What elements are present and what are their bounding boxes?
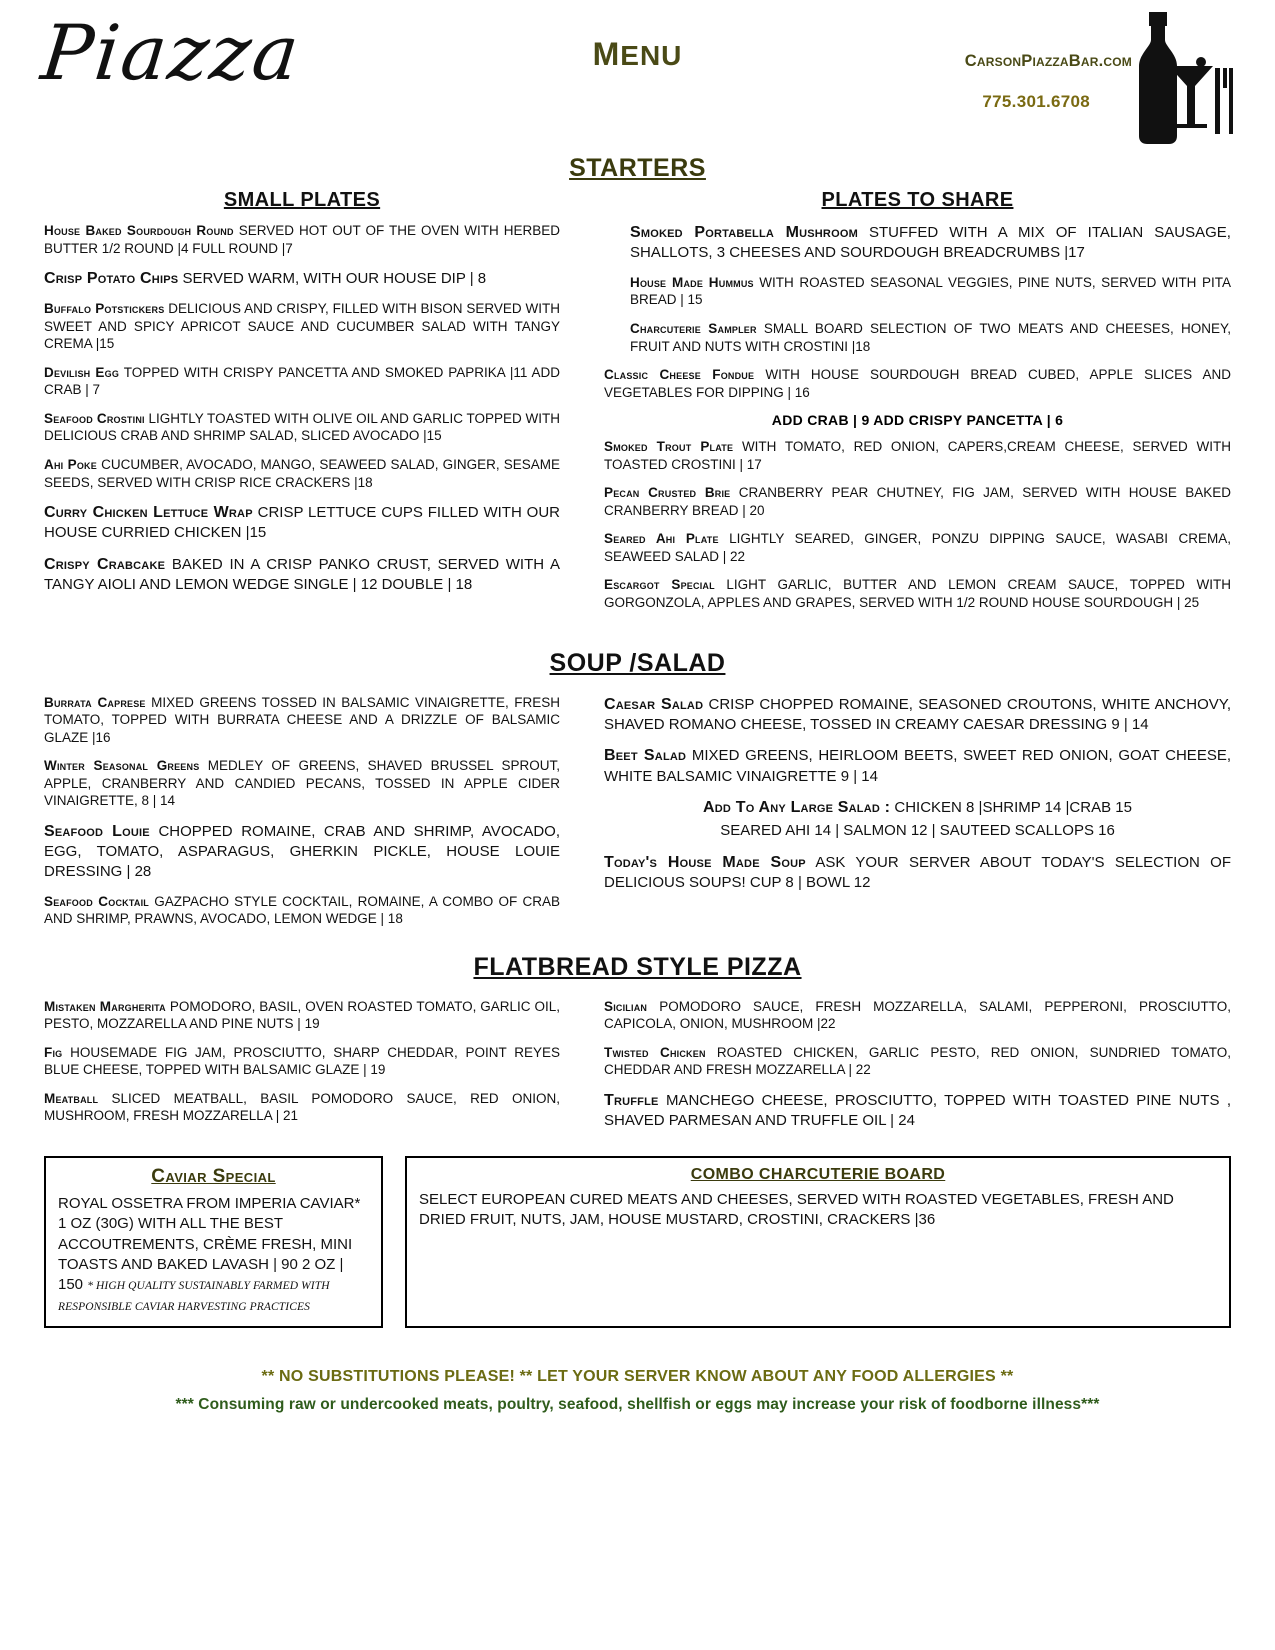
item-desc: DELICIOUS AND CRISPY, FILLED WITH BISON SERVED WITH SWEET AND SPICY APRICOT SAUCE AND CUCUMBER SALAD WITH TANGY CREMA |15 (44, 301, 560, 352)
menu-item (44, 1090, 560, 1125)
item-desc: SLICED MEATBALL, BASIL POMODORO SAUCE, RED ONION, MUSHROOM, FRESH MOZZARELLA | 21 (44, 1090, 560, 1124)
restaurant-logo: Piazza (37, 8, 305, 97)
item-desc: MIXED GREENS TOSSED IN BALSAMIC VINAIGRETTE, FRESH TOMATO, TOPPED WITH BURRATA CHEESE AND A DRIZZLE OF BALSAMIC GLAZE |16 (44, 694, 560, 745)
menu-item (44, 998, 560, 1033)
menu-item (604, 274, 1231, 309)
item-name: Ahi Poke (44, 457, 97, 473)
item-name: Meatball (44, 1090, 99, 1106)
plates-to-share-heading: PLATES TO SHARE (821, 189, 1014, 211)
item-name: Burrata Caprese (44, 694, 146, 710)
salad-add-ons-2 (604, 821, 1231, 841)
item-desc: CUCUMBER, AVOCADO, MANGO, SEAWEED SALAD, GINGER, SESAME SEEDS, SERVED WITH CRISP RICE CRACKERS |18 (44, 457, 560, 490)
item-desc: WITH ROASTED SEASONAL VEGGIES, PINE NUTS, SERVED WITH PITA BREAD | 15 (630, 274, 1231, 308)
item-name: Seafood Cocktail (44, 893, 149, 909)
menu-item (44, 456, 560, 491)
footer-health-warning: *** Consuming raw or undercooked meats, poultry, seafood, shellfish or eggs may increase your risk of foodborne illness*** (175, 1396, 1100, 1414)
menu-item (604, 576, 1231, 611)
item-desc: CHOPPED ROMAINE, CRAB AND SHRIMP, AVOCADO, EGG, TOMATO, ASPARAGUS, GHERKIN PICKLE, HOUSE LOUIE DRESSING | 28 (44, 822, 560, 880)
item-desc: BAKED IN A CRISP PANKO CRUST, SERVED WITH A TANGY AIOLI AND LEMON WEDGE SINGLE | 12 DOUBLE | 18 (44, 556, 560, 594)
caviar-special-body (58, 1194, 369, 1316)
item-desc: CRISP CHOPPED ROMAINE, SEASONED CROUTONS, WHITE ANCHOVY, SHAVED ROMANO CHEESE, TOSSED IN CREAMY CAESAR DRESSING 9 | 14 (604, 695, 1231, 733)
section-heading-soup-salad: SOUP /SALAD (549, 648, 726, 677)
item-name: Seafood Crostini (44, 410, 145, 426)
item-desc: POMODORO SAUCE, FRESH MOZZARELLA, SALAMI, PEPPERONI, PROSCIUTTO, CAPICOLA, ONION, MUSHROOM |22 (604, 998, 1231, 1032)
menu-item (44, 410, 560, 445)
item-name: Crispy Crabcake (44, 556, 166, 574)
item-name: House Made Hummus (630, 274, 754, 290)
footer-substitutions-note: ** NO SUBSTITUTIONS PLEASE! ** LET YOUR SERVER KNOW ABOUT ANY FOOD ALLERGIES ** (261, 1368, 1014, 1386)
item-name: Truffle (604, 1091, 659, 1109)
item-name: Classic Cheese Fondue (604, 367, 755, 383)
charcuterie-board-title: COMBO CHARCUTERIE BOARD (690, 1165, 946, 1183)
item-desc: TOPPED WITH CRISPY PANCETTA AND SMOKED PAPRIKA |11 ADD CRAB | 7 (44, 364, 561, 398)
item-name: Charcuterie Sampler (630, 321, 757, 336)
menu-item (604, 320, 1231, 355)
item-desc: MEDLEY OF GREENS, SHAVED BRUSSEL SPROUT, APPLE, CRANBERRY AND CANDIED PECANS, TOSSED IN APPLE CIDER VINAIGRETTE, 8 | 14 (44, 758, 560, 809)
item-desc: SERVED WARM, WITH OUR HOUSE DIP | 8 (182, 270, 487, 288)
item-desc: WITH HOUSE SOURDOUGH BREAD CUBED, APPLE SLICES AND VEGETABLES FOR DIPPING | 16 (604, 367, 1231, 400)
menu-item (604, 222, 1231, 263)
item-name: Buffalo Potstickers (44, 301, 165, 317)
item-name: Mistaken Margherita (44, 998, 166, 1014)
wine-bottle-glass-icon (1103, 6, 1233, 146)
menu-item (44, 222, 560, 257)
menu-item (44, 502, 560, 543)
caviar-special-box (44, 1156, 383, 1328)
item-name: Seafood Louie (44, 822, 150, 840)
menu-item (44, 268, 560, 289)
item-desc: MANCHEGO CHEESE, PROSCIUTTO, TOPPED WITH TOASTED PINE NUTS , SHAVED PARMESAN AND TRUFFLE OIL | 24 (604, 1091, 1232, 1129)
item-desc: GAZPACHO STYLE COCKTAIL, ROMAINE, A COMBO OF CRAB AND SHRIMP, PRAWNS, AVOCADO, LEMON WEDGE | 18 (44, 893, 560, 927)
item-name: Caesar Salad (604, 695, 704, 713)
section-heading-starters: STARTERS (569, 154, 706, 182)
item-desc: CRANBERRY PEAR CHUTNEY, FIG JAM, SERVED WITH HOUSE BAKED CRANBERRY BREAD | 20 (604, 485, 1231, 518)
salad-add-line1: CHICKEN 8 |SHRIMP 14 |CRAB 15 (894, 799, 1132, 817)
item-desc: POMODORO, BASIL, OVEN ROASTED TOMATO, GARLIC OIL, PESTO, MOZZARELLA AND PINE NUTS | 19 (44, 998, 560, 1032)
pizza-column-right (604, 998, 1231, 1142)
page-title: menu (592, 23, 683, 75)
charcuterie-board-body: SELECT EUROPEAN CURED MEATS AND CHEESES, SERVED WITH ROASTED VEGETABLES, FRESH AND DRIED FRUIT, NUTS, JAM, HOUSE MUSTARD, CROSTINI, CRACKERS |36 (419, 1190, 1174, 1229)
pizza-column-left (44, 998, 560, 1142)
menu-item (44, 364, 560, 399)
menu-item (44, 694, 560, 747)
item-name: Sicilian (604, 998, 648, 1014)
menu-item (604, 694, 1231, 735)
caviar-special-title: Caviar Special (151, 1165, 276, 1187)
item-name: Smoked Trout Plate (604, 439, 734, 455)
menu-item (604, 852, 1231, 893)
item-desc: HOUSEMADE FIG JAM, PROSCIUTTO, SHARP CHEDDAR, POINT REYES BLUE CHEESE, TOPPED WITH BALSAMIC GLAZE | 19 (44, 1044, 560, 1078)
fondue-add-ons: ADD CRAB | 9 ADD CRISPY PANCETTA | 6 (771, 412, 1064, 429)
salad-add-line2: SEARED AHI 14 | SALMON 12 | SAUTEED SCALLOPS 16 (720, 822, 1115, 840)
salad-column-right (604, 694, 1231, 939)
item-desc: MIXED GREENS, HEIRLOOM BEETS, SWEET RED ONION, GOAT CHEESE, WHITE BALSAMIC VINAIGRETTE 9 | 14 (604, 747, 1231, 785)
item-name: Seared Ahi Plate (604, 531, 719, 547)
item-desc: LIGHTLY SEARED, GINGER, PONZU DIPPING SAUCE, WASABI CREMA, SEAWEED SALAD | 22 (604, 531, 1231, 564)
salad-column-left (44, 694, 560, 939)
starters-columns (0, 189, 1275, 623)
item-desc: ASK YOUR SERVER ABOUT TODAY'S SELECTION OF DELICIOUS SOUPS! CUP 8 | BOWL 12 (604, 854, 1231, 892)
item-desc: ROASTED CHICKEN, GARLIC PESTO, RED ONION, SUNDRIED TOMATO, CHEDDAR AND FRESH MOZZARELLA | 22 (604, 1044, 1231, 1078)
menu-header (0, 0, 1275, 150)
menu-item (44, 554, 560, 595)
item-name: Twisted Chicken (604, 1044, 706, 1060)
caviar-special-text: ROYAL OSSETRA FROM IMPERIA CAVIAR* 1 OZ (30G) WITH ALL THE BEST ACCOUTREMENTS, CRÈME FRESH, MINI TOASTS AND BAKED LAVASH | 90 2 OZ | 150 (58, 1194, 361, 1294)
menu-item (44, 300, 560, 353)
item-name: Today's House Made Soup (604, 854, 806, 872)
menu-footer (0, 1368, 1275, 1414)
special-boxes (0, 1156, 1275, 1328)
item-name: Curry Chicken Lettuce Wrap (44, 504, 253, 522)
salad-add-title: Add To Any Large Salad : (703, 799, 891, 817)
item-name: Pecan Crusted Brie (604, 485, 731, 501)
plates-to-share-column (604, 189, 1231, 623)
small-plates-heading: SMALL PLATES (223, 189, 381, 211)
item-desc: STUFFED WITH A MIX OF ITALIAN SAUSAGE, SHALLOTS, 3 CHEESES AND SOURDOUGH BREADCRUMBS |17 (630, 224, 1231, 262)
website-text[interactable]: CarsonPiazzaBar.com (964, 52, 1132, 70)
phone-number[interactable]: 775.301.6708 (982, 92, 1090, 111)
item-name: Fig (44, 1044, 63, 1060)
menu-item (44, 821, 560, 882)
salad-add-ons (604, 797, 1231, 818)
menu-item (604, 1090, 1231, 1131)
item-name: Escargot Special (604, 577, 715, 593)
menu-item (604, 745, 1231, 786)
item-name: House Baked Sourdough Round (44, 223, 234, 238)
menu-item (604, 438, 1231, 473)
menu-item (604, 1044, 1231, 1079)
charcuterie-board-box (405, 1156, 1231, 1328)
menu-item (44, 757, 560, 810)
small-plates-column (44, 189, 560, 623)
item-desc: LIGHT GARLIC, BUTTER AND LEMON CREAM SAUCE, TOPPED WITH GORGONZOLA, APPLES AND GRAPES, SERVED WITH 1/2 ROUND HOUSE SOURDOUGH | 25 (604, 577, 1231, 611)
soup-salad-columns (0, 694, 1275, 939)
menu-item (44, 893, 560, 928)
section-heading-pizza: FLATBREAD STYLE PIZZA (473, 952, 802, 981)
item-name: Beet Salad (604, 747, 687, 765)
menu-item (604, 484, 1231, 519)
menu-item (44, 1044, 560, 1079)
caviar-fineprint: * HIGH QUALITY SUSTAINABLY FARMED WITH RESPONSIBLE CAVIAR HARVESTING PRACTICES (58, 1280, 330, 1313)
item-desc: SERVED HOT OUT OF THE OVEN WITH HERBED BUTTER 1/2 ROUND |4 FULL ROUND |7 (44, 223, 560, 256)
pizza-columns (0, 998, 1275, 1142)
menu-item (604, 366, 1231, 401)
item-name: Winter Seasonal Greens (44, 758, 200, 774)
menu-item (604, 998, 1231, 1033)
item-desc: WITH TOMATO, RED ONION, CAPERS,CREAM CHEESE, SERVED WITH TOASTED CROSTINI | 17 (604, 439, 1231, 472)
menu-item (604, 530, 1231, 565)
item-desc: LIGHTLY TOASTED WITH OLIVE OIL AND GARLIC TOPPED WITH DELICIOUS CRAB AND SHRIMP SALAD, SLICED AVOCADO |15 (44, 410, 560, 444)
item-desc: SMALL BOARD SELECTION OF TWO MEATS AND CHEESES, HONEY, FRUIT AND NUTS WITH CROSTINI |18 (630, 321, 1231, 354)
item-name: Crisp Potato Chips (44, 270, 179, 288)
item-name: Devilish Egg (44, 364, 120, 380)
item-name: Smoked Portabella Mushroom (630, 224, 858, 241)
item-desc: CRISP LETTUCE CUPS FILLED WITH OUR HOUSE CURRIED CHICKEN |15 (44, 504, 560, 542)
